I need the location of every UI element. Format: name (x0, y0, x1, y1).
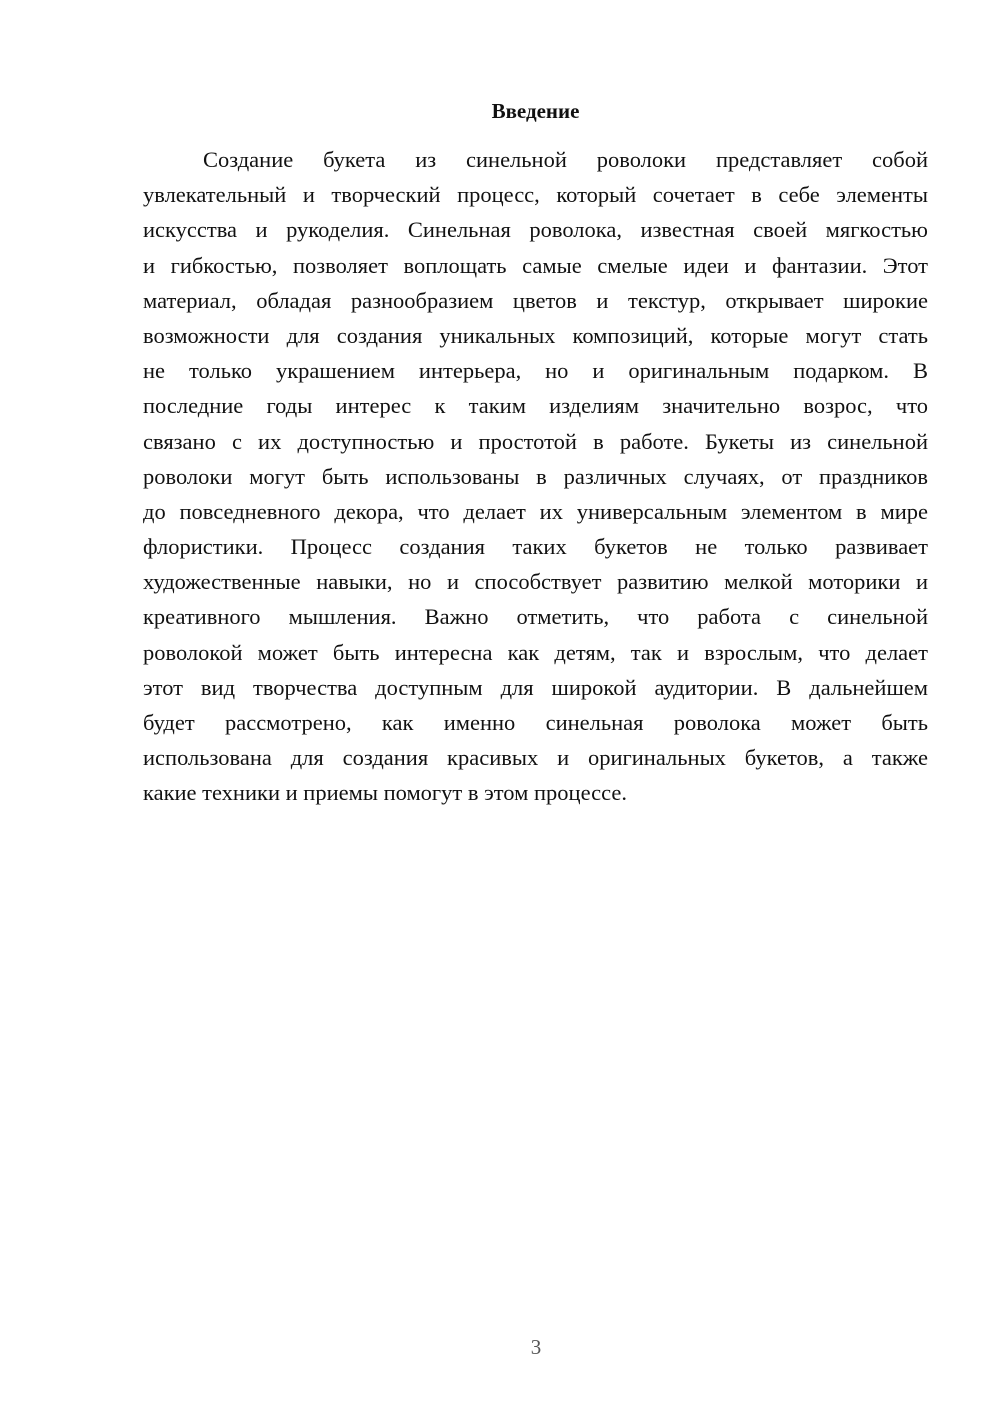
paragraph-line: будет рассмотрено, как именно синельная роволока может быть (143, 710, 928, 735)
section-heading: Введение (491, 99, 580, 123)
paragraph-line: связано с их доступностью и простотой в работе. Букеты из синельной (143, 428, 928, 454)
paragraph-line: материал, обладая разнообразием цветов и текстур, открывает широкие (143, 287, 928, 313)
paragraph-line: не только украшением интерьера, но и оригинальным подарком. В (143, 358, 928, 384)
paragraph-line: возможности для создания уникальных композиций, которые могут стать (143, 322, 928, 348)
page-number: 3 (530, 1335, 542, 1359)
paragraph-line: роволоки могут быть использованы в различных случаях, от праздников (143, 463, 928, 489)
paragraph-line: искусства и рукоделия. Синельная роволока, известная своей мягкостью (143, 217, 928, 243)
paragraph-line: и гибкостью, позволяет воплощать самые смелые идеи и фантазии. Этот (143, 252, 928, 278)
paragraph-line: этот вид творчества доступным для широкой аудитории. В дальнейшем (143, 674, 928, 700)
paragraph-line: увлекательный и творческий процесс, который сочетает в себе элементы (143, 182, 928, 208)
paragraph-line: использована для создания красивых и оригинальных букетов, а также (143, 745, 928, 771)
body-paragraph (143, 142, 928, 811)
paragraph-line: какие техники и приемы помогут в этом процессе. (143, 780, 627, 806)
paragraph-line: последние годы интерес к таким изделиям значительно возрос, что (143, 393, 928, 419)
paragraph-line: флористики. Процесс создания таких букетов не только развивает (143, 534, 928, 560)
paragraph-line: художественные навыки, но и способствует развитию мелкой моторики и (143, 569, 928, 595)
paragraph-line: креативного мышления. Важно отметить, что работа с синельной (143, 604, 928, 630)
paragraph-line: роволокой может быть интересна как детям, так и взрослым, что делает (143, 639, 928, 665)
paragraph-line: до повседневного декора, что делает их универсальным элементом в мире (143, 498, 928, 524)
paragraph-line: Создание букета из синельной роволоки представляет собой (203, 147, 928, 172)
